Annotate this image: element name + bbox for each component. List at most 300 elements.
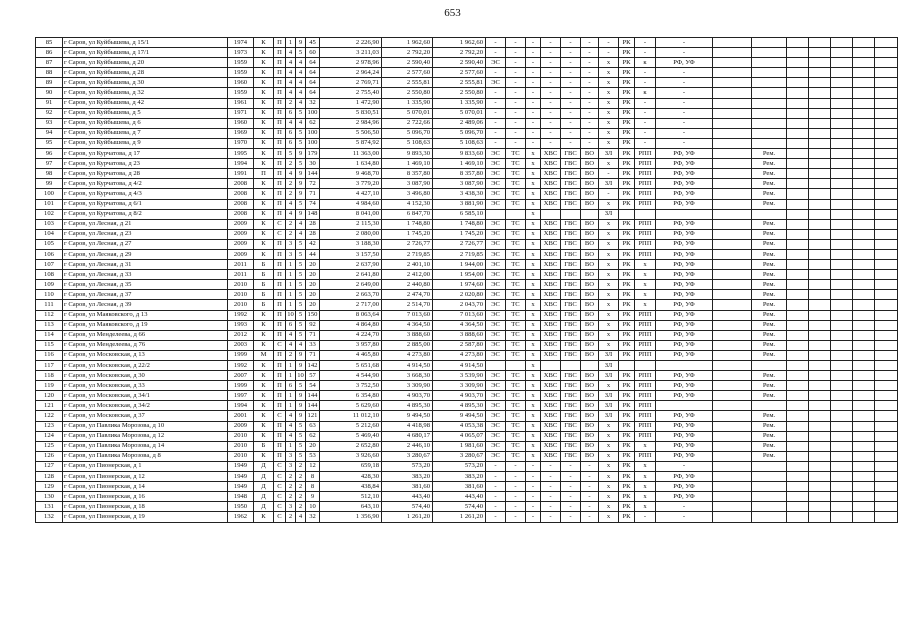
table-cell: 2011 — [228, 270, 254, 280]
table-cell — [752, 48, 787, 58]
table-cell: 1 261,20 — [382, 512, 433, 522]
table-cell: РФ, УФ — [656, 58, 713, 68]
empty-cell — [831, 108, 853, 118]
table-cell: РФ, УФ — [656, 280, 713, 290]
table-cell: 1994 — [228, 401, 254, 411]
table-cell: К — [254, 310, 274, 320]
table-cell: - — [581, 48, 599, 58]
table-cell: ТС — [506, 249, 526, 259]
table-cell: 116 — [36, 350, 63, 360]
table-cell: Рем. — [752, 280, 787, 290]
table-cell: 4 224,70 — [320, 330, 382, 340]
table-cell — [752, 209, 787, 219]
table-cell: К — [254, 381, 274, 391]
table-cell — [561, 209, 581, 219]
table-cell: ГВС — [561, 169, 581, 179]
table-cell: 6 354,80 — [320, 391, 382, 401]
table-row — [36, 58, 898, 68]
table-cell: 64 — [306, 58, 320, 68]
table-cell: х — [599, 431, 619, 441]
table-cell: РК — [619, 229, 635, 239]
table-cell: х — [635, 502, 656, 512]
table-cell: - — [581, 88, 599, 98]
table-cell: 1949 — [228, 461, 254, 471]
empty-cell — [831, 340, 853, 350]
table-cell: 512,10 — [320, 492, 382, 502]
table-cell: ЭС — [486, 451, 506, 461]
table-cell — [713, 421, 752, 431]
table-row — [36, 512, 898, 522]
table-cell: 44 — [306, 249, 320, 259]
table-cell: х — [599, 502, 619, 512]
table-cell: ВО — [581, 330, 599, 340]
table-cell: 9 494,50 — [433, 411, 486, 421]
table-cell: 72 — [306, 179, 320, 189]
table-cell: х — [599, 472, 619, 482]
table-cell: 5 — [296, 310, 306, 320]
empty-cell — [831, 431, 853, 441]
table-cell: - — [581, 38, 599, 48]
table-cell: 5 070,01 — [433, 108, 486, 118]
table-cell: - — [561, 38, 581, 48]
table-cell: 1 745,20 — [433, 229, 486, 239]
table-cell — [752, 401, 787, 411]
table-cell: РПП — [635, 330, 656, 340]
empty-cell — [809, 472, 831, 482]
table-cell: х — [599, 280, 619, 290]
table-cell: 42 — [306, 239, 320, 249]
table-cell: П — [274, 159, 286, 169]
table-cell: 87 — [36, 58, 63, 68]
empty-cell — [787, 411, 809, 421]
table-cell: К — [254, 58, 274, 68]
table-cell: РК — [619, 48, 635, 58]
table-cell: ТС — [506, 199, 526, 209]
table-cell: 2 — [286, 179, 296, 189]
table-cell: г Саров, ул Маяковского, д 19 — [63, 320, 228, 330]
table-cell: К — [254, 189, 274, 199]
table-cell: РФ, УФ — [656, 270, 713, 280]
table-cell: ВО — [581, 169, 599, 179]
table-cell: ГВС — [561, 381, 581, 391]
empty-cell — [787, 320, 809, 330]
empty-cell — [875, 290, 898, 300]
table-cell: РК — [619, 381, 635, 391]
table-cell: 2 641,80 — [320, 270, 382, 280]
table-cell: Рем. — [752, 431, 787, 441]
table-cell: К — [254, 431, 274, 441]
table-cell: 5 — [296, 260, 306, 270]
empty-cell — [875, 199, 898, 209]
table-cell: 1 — [286, 260, 296, 270]
table-cell: РПП — [635, 381, 656, 391]
table-cell: г Саров, ул Лесная, д 39 — [63, 300, 228, 310]
table-cell: 1 — [286, 441, 296, 451]
table-cell: 3 188,30 — [320, 239, 382, 249]
table-cell — [486, 361, 506, 371]
table-cell: К — [254, 512, 274, 522]
table-cell: 4 — [296, 219, 306, 229]
empty-cell — [831, 88, 853, 98]
table-cell: ГВС — [561, 219, 581, 229]
table-cell: х — [526, 371, 541, 381]
empty-cell — [787, 310, 809, 320]
table-cell: 1 — [286, 361, 296, 371]
empty-cell — [853, 371, 875, 381]
table-cell: К — [254, 320, 274, 330]
table-cell: 381,60 — [433, 482, 486, 492]
table-cell: РФ, УФ — [656, 310, 713, 320]
table-cell: 9 468,70 — [320, 169, 382, 179]
table-cell: 1971 — [228, 108, 254, 118]
table-cell — [713, 88, 752, 98]
table-row — [36, 128, 898, 138]
table-cell: К — [254, 128, 274, 138]
table-cell: РК — [619, 411, 635, 421]
empty-cell — [787, 58, 809, 68]
table-cell — [752, 138, 787, 148]
table-cell: 2012 — [228, 330, 254, 340]
table-cell: 6 — [286, 108, 296, 118]
table-cell: г Саров, ул Пионерская, д 14 — [63, 482, 228, 492]
table-row — [36, 411, 898, 421]
table-cell: 1 — [286, 290, 296, 300]
table-cell: х — [599, 68, 619, 78]
empty-cell — [787, 461, 809, 471]
table-cell: х — [599, 138, 619, 148]
table-cell: - — [656, 138, 713, 148]
table-cell: 5 — [296, 320, 306, 330]
table-cell: Рем. — [752, 451, 787, 461]
table-cell: ГВС — [561, 260, 581, 270]
table-cell: 1960 — [228, 118, 254, 128]
table-cell — [713, 189, 752, 199]
table-cell: - — [506, 461, 526, 471]
table-cell: ТС — [506, 451, 526, 461]
empty-cell — [809, 381, 831, 391]
table-cell: 8 041,00 — [320, 209, 382, 219]
table-cell: 2009 — [228, 229, 254, 239]
table-cell: ТС — [506, 330, 526, 340]
table-cell: ТС — [506, 260, 526, 270]
empty-cell — [853, 502, 875, 512]
table-cell: РФ, УФ — [656, 199, 713, 209]
table-cell: РК — [619, 58, 635, 68]
empty-cell — [853, 270, 875, 280]
table-cell: 2 — [296, 482, 306, 492]
table-cell: 107 — [36, 260, 63, 270]
table-cell — [561, 361, 581, 371]
empty-cell — [831, 219, 853, 229]
table-cell: ХВС — [541, 350, 561, 360]
table-cell: 5 — [296, 330, 306, 340]
table-cell: 5 108,63 — [433, 138, 486, 148]
table-cell: - — [526, 461, 541, 471]
table-cell: ЭС — [486, 260, 506, 270]
table-cell: 12 — [306, 461, 320, 471]
table-cell: ХВС — [541, 340, 561, 350]
table-cell: 20 — [306, 270, 320, 280]
table-cell: 5 469,40 — [320, 431, 382, 441]
empty-cell — [809, 128, 831, 138]
table-cell: П — [274, 350, 286, 360]
table-cell: РК — [619, 138, 635, 148]
table-cell: 1993 — [228, 320, 254, 330]
empty-cell — [875, 58, 898, 68]
empty-cell — [787, 179, 809, 189]
table-cell: РК — [619, 451, 635, 461]
table-cell: ГВС — [561, 340, 581, 350]
table-cell: х — [599, 219, 619, 229]
table-cell: 2010 — [228, 290, 254, 300]
table-cell: г Саров, ул Лесная, д 27 — [63, 239, 228, 249]
empty-cell — [875, 270, 898, 280]
table-cell — [713, 219, 752, 229]
table-cell: 4 — [286, 58, 296, 68]
table-cell: х — [526, 330, 541, 340]
table-cell: 144 — [306, 401, 320, 411]
table-row — [36, 98, 898, 108]
table-row — [36, 239, 898, 249]
table-cell — [713, 169, 752, 179]
table-cell: х — [526, 300, 541, 310]
table-cell: 4 903,70 — [433, 391, 486, 401]
empty-cell — [787, 492, 809, 502]
empty-cell — [853, 58, 875, 68]
table-cell: 1 — [286, 280, 296, 290]
table-cell — [752, 482, 787, 492]
table-cell: г Саров, ул Куйбышева, д 6 — [63, 118, 228, 128]
table-cell: 573,20 — [433, 461, 486, 471]
table-cell: РК — [619, 512, 635, 522]
table-cell: - — [561, 502, 581, 512]
table-cell: 9 — [296, 209, 306, 219]
table-cell: ТС — [506, 229, 526, 239]
table-cell: П — [274, 88, 286, 98]
table-cell: ГВС — [561, 391, 581, 401]
table-cell: ГВС — [561, 290, 581, 300]
table-cell: 2 020,80 — [433, 290, 486, 300]
table-cell: 30 — [306, 159, 320, 169]
table-cell: - — [541, 502, 561, 512]
table-cell: ВО — [581, 350, 599, 360]
table-cell: х — [526, 149, 541, 159]
table-cell: 5 — [296, 451, 306, 461]
table-cell: 10 — [296, 371, 306, 381]
empty-cell — [875, 78, 898, 88]
table-cell: 1959 — [228, 68, 254, 78]
empty-cell — [875, 421, 898, 431]
table-cell: 2 550,80 — [433, 88, 486, 98]
table-cell — [752, 88, 787, 98]
table-cell: ХВС — [541, 149, 561, 159]
table-cell: ХВС — [541, 371, 561, 381]
table-cell: - — [656, 48, 713, 58]
table-cell: 1 — [286, 401, 296, 411]
empty-cell — [787, 138, 809, 148]
empty-cell — [787, 239, 809, 249]
table-cell — [713, 149, 752, 159]
empty-cell — [809, 88, 831, 98]
table-cell: 2 792,20 — [382, 48, 433, 58]
table-cell: - — [506, 512, 526, 522]
empty-cell — [831, 361, 853, 371]
empty-cell — [787, 68, 809, 78]
table-cell: - — [486, 502, 506, 512]
table-cell: 9 — [296, 391, 306, 401]
table-cell: К — [254, 209, 274, 219]
table-cell: - — [486, 118, 506, 128]
table-row — [36, 38, 898, 48]
empty-cell — [831, 411, 853, 421]
empty-cell — [831, 492, 853, 502]
table-cell: 1 472,90 — [320, 98, 382, 108]
table-cell: ЭС — [486, 179, 506, 189]
table-cell: ХВС — [541, 411, 561, 421]
empty-cell — [787, 48, 809, 58]
table-cell: 94 — [36, 128, 63, 138]
table-cell: - — [561, 88, 581, 98]
table-cell: 4 — [286, 340, 296, 350]
table-cell: 71 — [306, 350, 320, 360]
table-cell: РК — [619, 371, 635, 381]
table-cell: РФ, УФ — [656, 350, 713, 360]
table-cell: 3 309,90 — [433, 381, 486, 391]
empty-cell — [809, 310, 831, 320]
table-cell: - — [581, 78, 599, 88]
table-cell: РК — [619, 270, 635, 280]
table-cell: С — [274, 461, 286, 471]
empty-cell — [831, 159, 853, 169]
table-cell: ВО — [581, 270, 599, 280]
empty-cell — [853, 482, 875, 492]
table-cell: ЭС — [486, 300, 506, 310]
table-row — [36, 149, 898, 159]
table-cell: 1969 — [228, 128, 254, 138]
table-cell: 64 — [306, 78, 320, 88]
table-cell: ЭС — [486, 381, 506, 391]
table-cell: С — [274, 482, 286, 492]
table-cell: г Саров, ул Курчатова, д 17 — [63, 149, 228, 159]
table-cell: 2 514,70 — [382, 300, 433, 310]
table-cell: РПП — [635, 350, 656, 360]
table-cell: РК — [619, 189, 635, 199]
table-cell — [713, 128, 752, 138]
table-cell: П — [274, 270, 286, 280]
empty-cell — [809, 512, 831, 522]
table-cell: 5 — [296, 381, 306, 391]
table-cell: 3 888,60 — [382, 330, 433, 340]
table-cell: 2 — [296, 472, 306, 482]
table-cell: 2 577,60 — [382, 68, 433, 78]
table-cell: г Саров, ул Куйбышева, д 7 — [63, 128, 228, 138]
empty-cell — [809, 209, 831, 219]
table-cell: х — [599, 381, 619, 391]
table-cell: 6 847,70 — [382, 209, 433, 219]
table-cell: 3 — [286, 461, 296, 471]
table-cell: х — [599, 78, 619, 88]
table-cell: 1991 — [228, 169, 254, 179]
table-cell: х — [526, 421, 541, 431]
empty-cell — [787, 512, 809, 522]
table-cell: 3 — [286, 451, 296, 461]
table-cell: х — [526, 381, 541, 391]
table-cell: 2 792,20 — [433, 48, 486, 58]
table-cell: Рем. — [752, 149, 787, 159]
empty-cell — [853, 350, 875, 360]
table-cell: - — [581, 118, 599, 128]
empty-cell — [809, 330, 831, 340]
table-cell: 2 226,90 — [320, 38, 382, 48]
empty-cell — [875, 441, 898, 451]
empty-cell — [875, 159, 898, 169]
table-cell: х — [599, 512, 619, 522]
table-row — [36, 270, 898, 280]
table-cell — [581, 209, 599, 219]
table-cell: - — [561, 118, 581, 128]
table-cell: 5 — [296, 138, 306, 148]
table-cell: - — [541, 472, 561, 482]
empty-cell — [809, 502, 831, 512]
empty-cell — [787, 451, 809, 461]
table-cell: 92 — [306, 320, 320, 330]
table-cell: 3 157,50 — [320, 249, 382, 259]
table-cell: 32 — [306, 512, 320, 522]
empty-cell — [875, 239, 898, 249]
empty-cell — [787, 108, 809, 118]
table-cell: 1 974,60 — [433, 280, 486, 290]
table-cell: х — [635, 270, 656, 280]
table-cell: ЭС — [486, 391, 506, 401]
table-cell: ВО — [581, 441, 599, 451]
table-cell: - — [581, 138, 599, 148]
table-cell: 2 652,80 — [320, 441, 382, 451]
table-cell: 5 830,51 — [320, 108, 382, 118]
empty-cell — [787, 401, 809, 411]
table-cell: 3 957,80 — [320, 340, 382, 350]
table-cell: г Саров, ул Куйбышева, д 30 — [63, 78, 228, 88]
table-cell: РПП — [635, 421, 656, 431]
table-cell: К — [254, 249, 274, 259]
table-cell: 6 — [286, 381, 296, 391]
table-cell: ТС — [506, 401, 526, 411]
table-cell: 5 506,50 — [320, 128, 382, 138]
table-cell: ХВС — [541, 320, 561, 330]
table-cell: х — [526, 340, 541, 350]
table-cell: 109 — [36, 280, 63, 290]
table-cell: ЭС — [486, 401, 506, 411]
table-cell: 20 — [306, 280, 320, 290]
table-cell: П — [254, 169, 274, 179]
table-cell: - — [656, 118, 713, 128]
table-cell: 1959 — [228, 58, 254, 68]
table-cell: 4 — [296, 512, 306, 522]
table-cell: - — [541, 482, 561, 492]
table-cell: С — [274, 229, 286, 239]
empty-cell — [787, 38, 809, 48]
empty-cell — [809, 78, 831, 88]
table-cell: РФ, УФ — [656, 260, 713, 270]
building-register-table — [35, 37, 898, 523]
table-cell: - — [561, 108, 581, 118]
table-cell: Рем. — [752, 270, 787, 280]
table-cell: 119 — [36, 381, 63, 391]
empty-cell — [875, 411, 898, 421]
table-cell: Д — [254, 492, 274, 502]
empty-cell — [809, 411, 831, 421]
table-cell — [752, 58, 787, 68]
empty-cell — [875, 179, 898, 189]
